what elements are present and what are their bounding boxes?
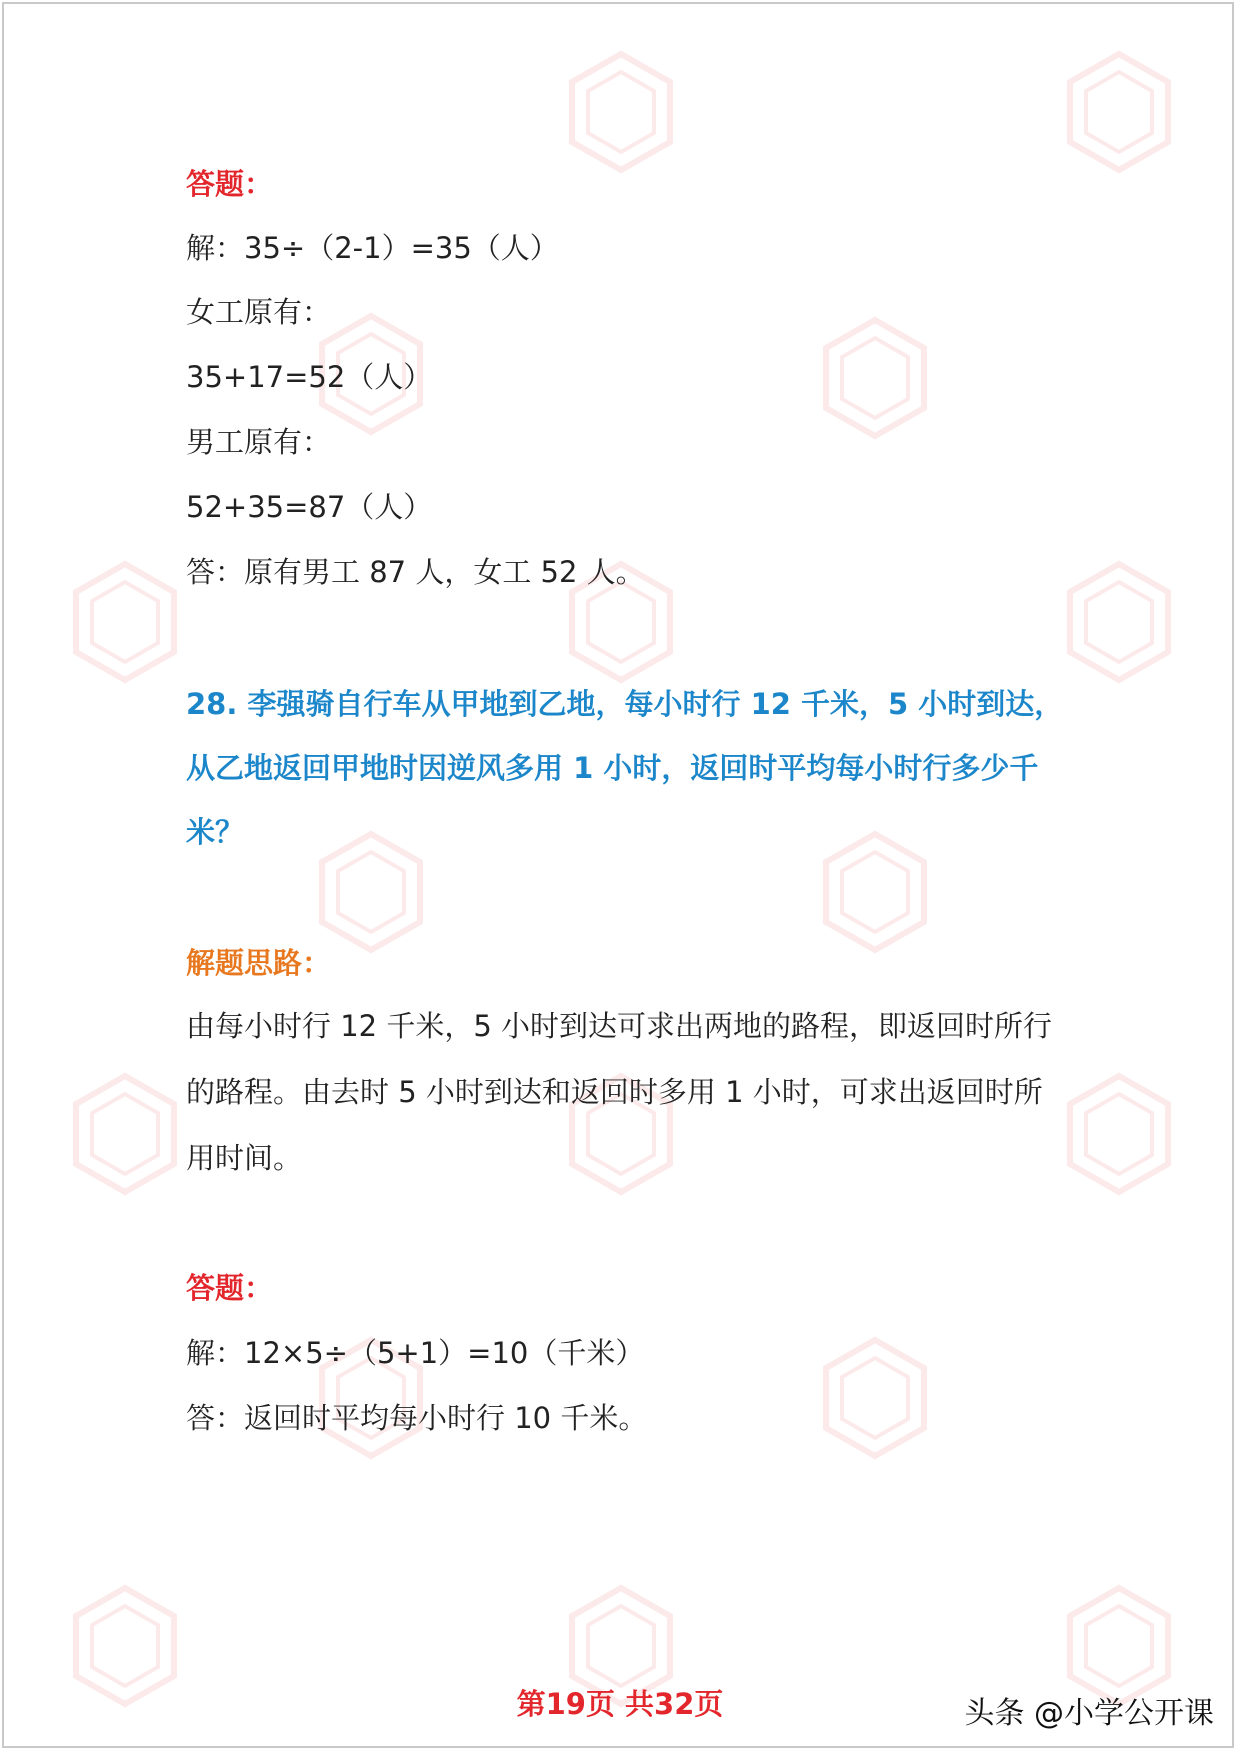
answer-line: 男工原有：: [186, 425, 332, 459]
answer-line: 52+35=87（人）: [186, 490, 433, 524]
answer-line: 答：原有男工 87 人，女工 52 人。: [186, 555, 645, 589]
watermark-icon: [1064, 1072, 1174, 1196]
watermark-icon: [70, 560, 180, 684]
answer-line: 答：返回时平均每小时行 10 千米。: [186, 1401, 648, 1435]
thinking-line: 用时间。: [186, 1141, 303, 1175]
answer-label: 答题：: [186, 167, 274, 201]
answer-line: 解：35÷（2-1）=35（人）: [186, 231, 559, 265]
watermark-icon: [566, 50, 676, 174]
answer-line: 女工原有：: [186, 295, 332, 329]
thinking-label: 解题思路：: [186, 946, 332, 980]
answer-line: 35+17=52（人）: [186, 360, 433, 394]
source-credit: 头条 @小学公开课: [964, 1696, 1214, 1731]
watermark-icon: [1064, 50, 1174, 174]
question-text: 28. 李强骑自行车从甲地到乙地，每小时行 12 千米，5 小时到达，: [186, 687, 1064, 721]
answer-label: 答题：: [186, 1271, 274, 1305]
thinking-line: 的路程。由去时 5 小时到达和返回时多用 1 小时，可求出返回时所: [186, 1075, 1043, 1109]
question-text: 从乙地返回甲地时因逆风多用 1 小时，返回时平均每小时行多少千: [186, 751, 1039, 785]
page-indicator: 第19页 共32页: [516, 1687, 724, 1721]
question-text: 米？: [186, 815, 245, 849]
answer-line: 解：12×5÷（5+1）=10（千米）: [186, 1336, 645, 1370]
watermark-icon: [1064, 560, 1174, 684]
watermark-icon: [70, 1072, 180, 1196]
thinking-line: 由每小时行 12 千米，5 小时到达可求出两地的路程，即返回时所行: [186, 1009, 1053, 1043]
